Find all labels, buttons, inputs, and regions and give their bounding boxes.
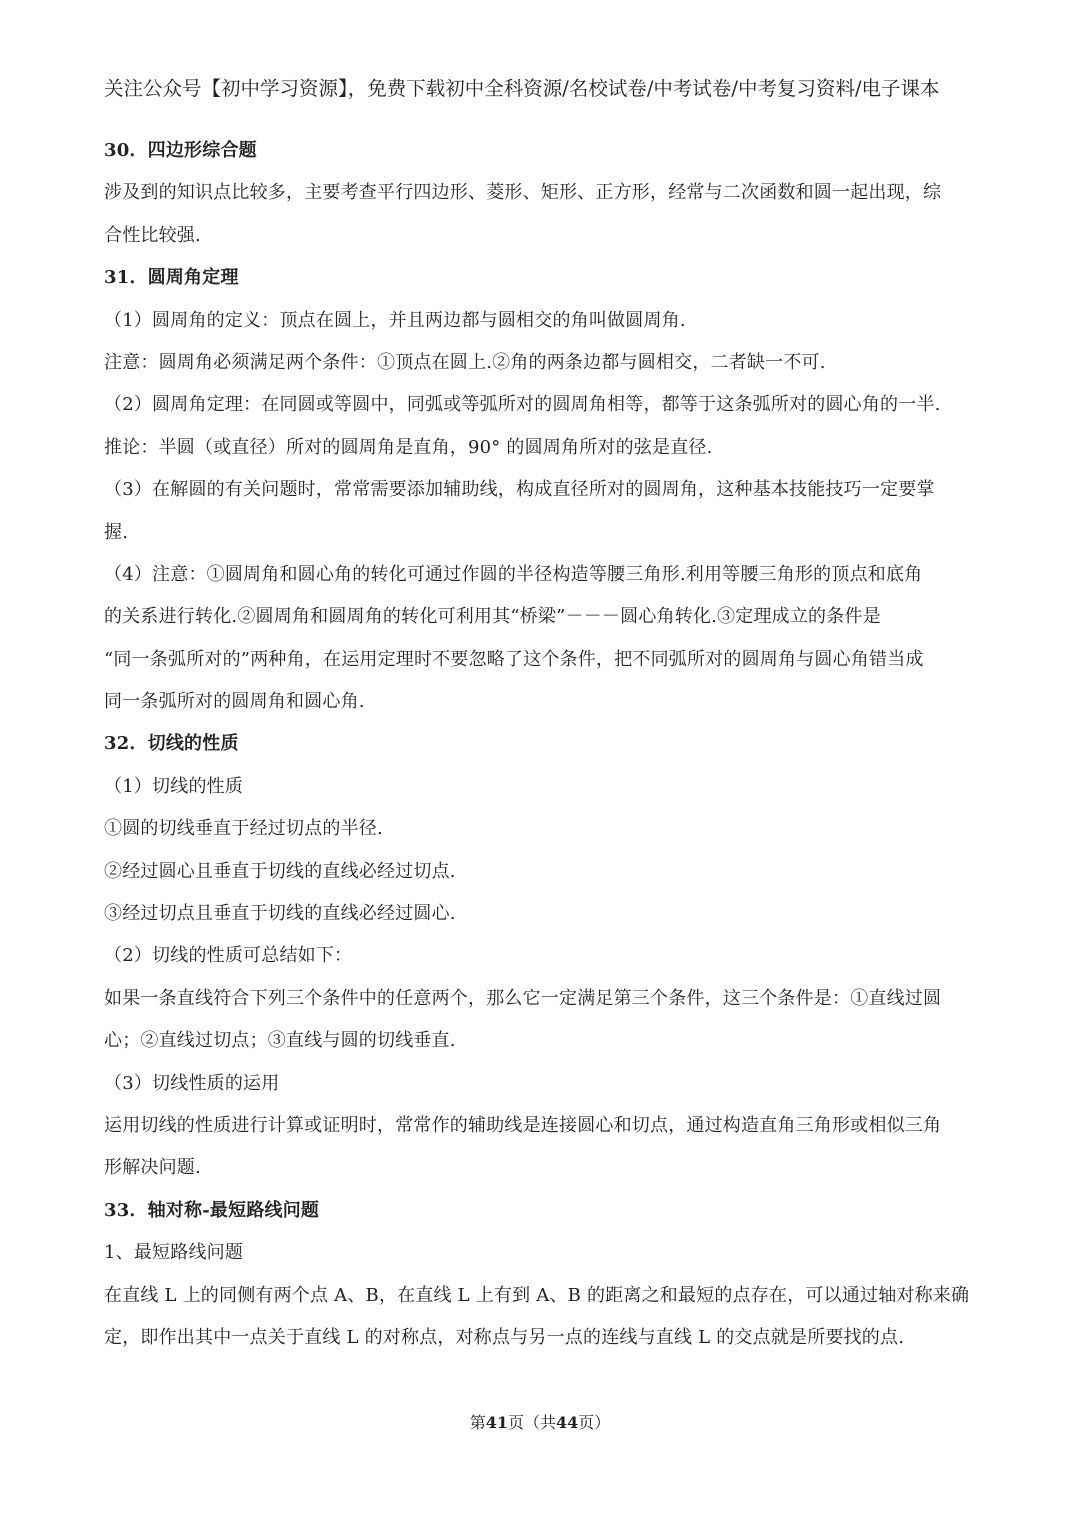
paragraph-line: （3）切线性质的运用 <box>104 1072 280 1094</box>
section-heading: 33．轴对称-最短路线问题 <box>104 1199 320 1221</box>
document-body <box>104 130 980 1359</box>
paragraph-line: （3）在解圆的有关问题时，常常需要添加辅助线，构成直径所对的圆周角，这种基本技能技巧一定要掌 <box>104 479 935 501</box>
page-footer <box>0 1410 1080 1436</box>
paragraph-line: 定，即作出其中一点关于直线 L 的对称点，对称点与另一点的连线与直线 L 的交点就是所要找的点. <box>104 1326 905 1348</box>
footer-middle: 页（共 <box>507 1413 556 1432</box>
paragraph-line: （1）圆周角的定义：顶点在圆上，并且两边都与圆相交的角叫做圆周角. <box>104 309 686 331</box>
section-31 <box>104 257 980 723</box>
paragraph-line: ③经过切点且垂直于切线的直线必经过圆心. <box>104 903 456 925</box>
paragraph-line: ①圆的切线垂直于经过切点的半径. <box>104 818 383 840</box>
section-heading: 32．切线的性质 <box>104 733 239 755</box>
paragraph-line: 合性比较强. <box>104 224 201 246</box>
paragraph-line: 握. <box>104 521 129 543</box>
paragraph-line: 推论：半圆（或直径）所对的圆周角是直角，90° 的圆周角所对的弦是直径. <box>104 436 713 458</box>
section-heading: 30．四边形综合题 <box>104 140 257 161</box>
paragraph-line: 运用切线的性质进行计算或证明时，常常作的辅助线是连接圆心和切点，通过构造直角三角形或相似三角 <box>104 1114 942 1136</box>
paragraph-line: ②经过圆心且垂直于切线的直线必经过切点. <box>104 860 456 882</box>
footer-suffix: 页） <box>578 1413 611 1432</box>
total-page-count: 44 <box>556 1413 579 1432</box>
paragraph-line: 如果一条直线符合下列三个条件中的任意两个，那么它一定满足第三个条件，这三个条件是：①直线过圆 <box>104 987 942 1009</box>
paragraph-line: 形解决问题. <box>104 1157 201 1179</box>
paragraph-line: 同一条弧所对的圆周角和圆心角. <box>104 691 365 713</box>
page-header-banner: 关注公众号【初中学习资源】，免费下载初中全科资源/名校试卷/中考试卷/中考复习资料/电子课本 <box>104 77 940 100</box>
paragraph-line: 注意：圆周角必须满足两个条件：①顶点在圆上.②角的两条边都与圆相交，二者缺一不可. <box>104 351 826 373</box>
paragraph-line: 在直线 L 上的同侧有两个点 A、B，在直线 L 上有到 A、B 的距离之和最短的点存在，可以通过轴对称来确 <box>104 1284 970 1306</box>
paragraph-line: （4）注意：①圆周角和圆心角的转化可通过作圆的半径构造等腰三角形.利用等腰三角形的顶点和底角 <box>104 563 923 585</box>
paragraph-line: 涉及到的知识点比较多，主要考查平行四边形、菱形、矩形、正方形，经常与二次函数和圆一起出现，综 <box>104 182 942 204</box>
section-heading: 31．圆周角定理 <box>104 267 239 289</box>
paragraph-line: 的关系进行转化.②圆周角和圆周角的转化可利用其“桥梁”－－－圆心角转化.③定理成立的条件是 <box>104 606 881 628</box>
paragraph-line: （1）切线的性质 <box>104 775 244 797</box>
section-33 <box>104 1190 980 1360</box>
footer-prefix: 第 <box>469 1413 486 1432</box>
current-page-number: 41 <box>485 1413 508 1432</box>
section-32 <box>104 723 980 1189</box>
paragraph-line: 心；②直线过切点；③直线与圆的切线垂直. <box>104 1030 456 1052</box>
paragraph-line: （2）圆周角定理：在同圆或等圆中，同弧或等弧所对的圆周角相等，都等于这条弧所对的圆心角的一半. <box>104 394 941 416</box>
section-30 <box>104 130 980 257</box>
paragraph-line: （2）切线的性质可总结如下： <box>104 945 353 967</box>
paragraph-line: “同一条弧所对的”两种角，在运用定理时不要忽略了这个条件，把不同弧所对的圆周角与圆心角错当成 <box>104 648 924 670</box>
paragraph-line: 1、最短路线问题 <box>104 1242 244 1264</box>
